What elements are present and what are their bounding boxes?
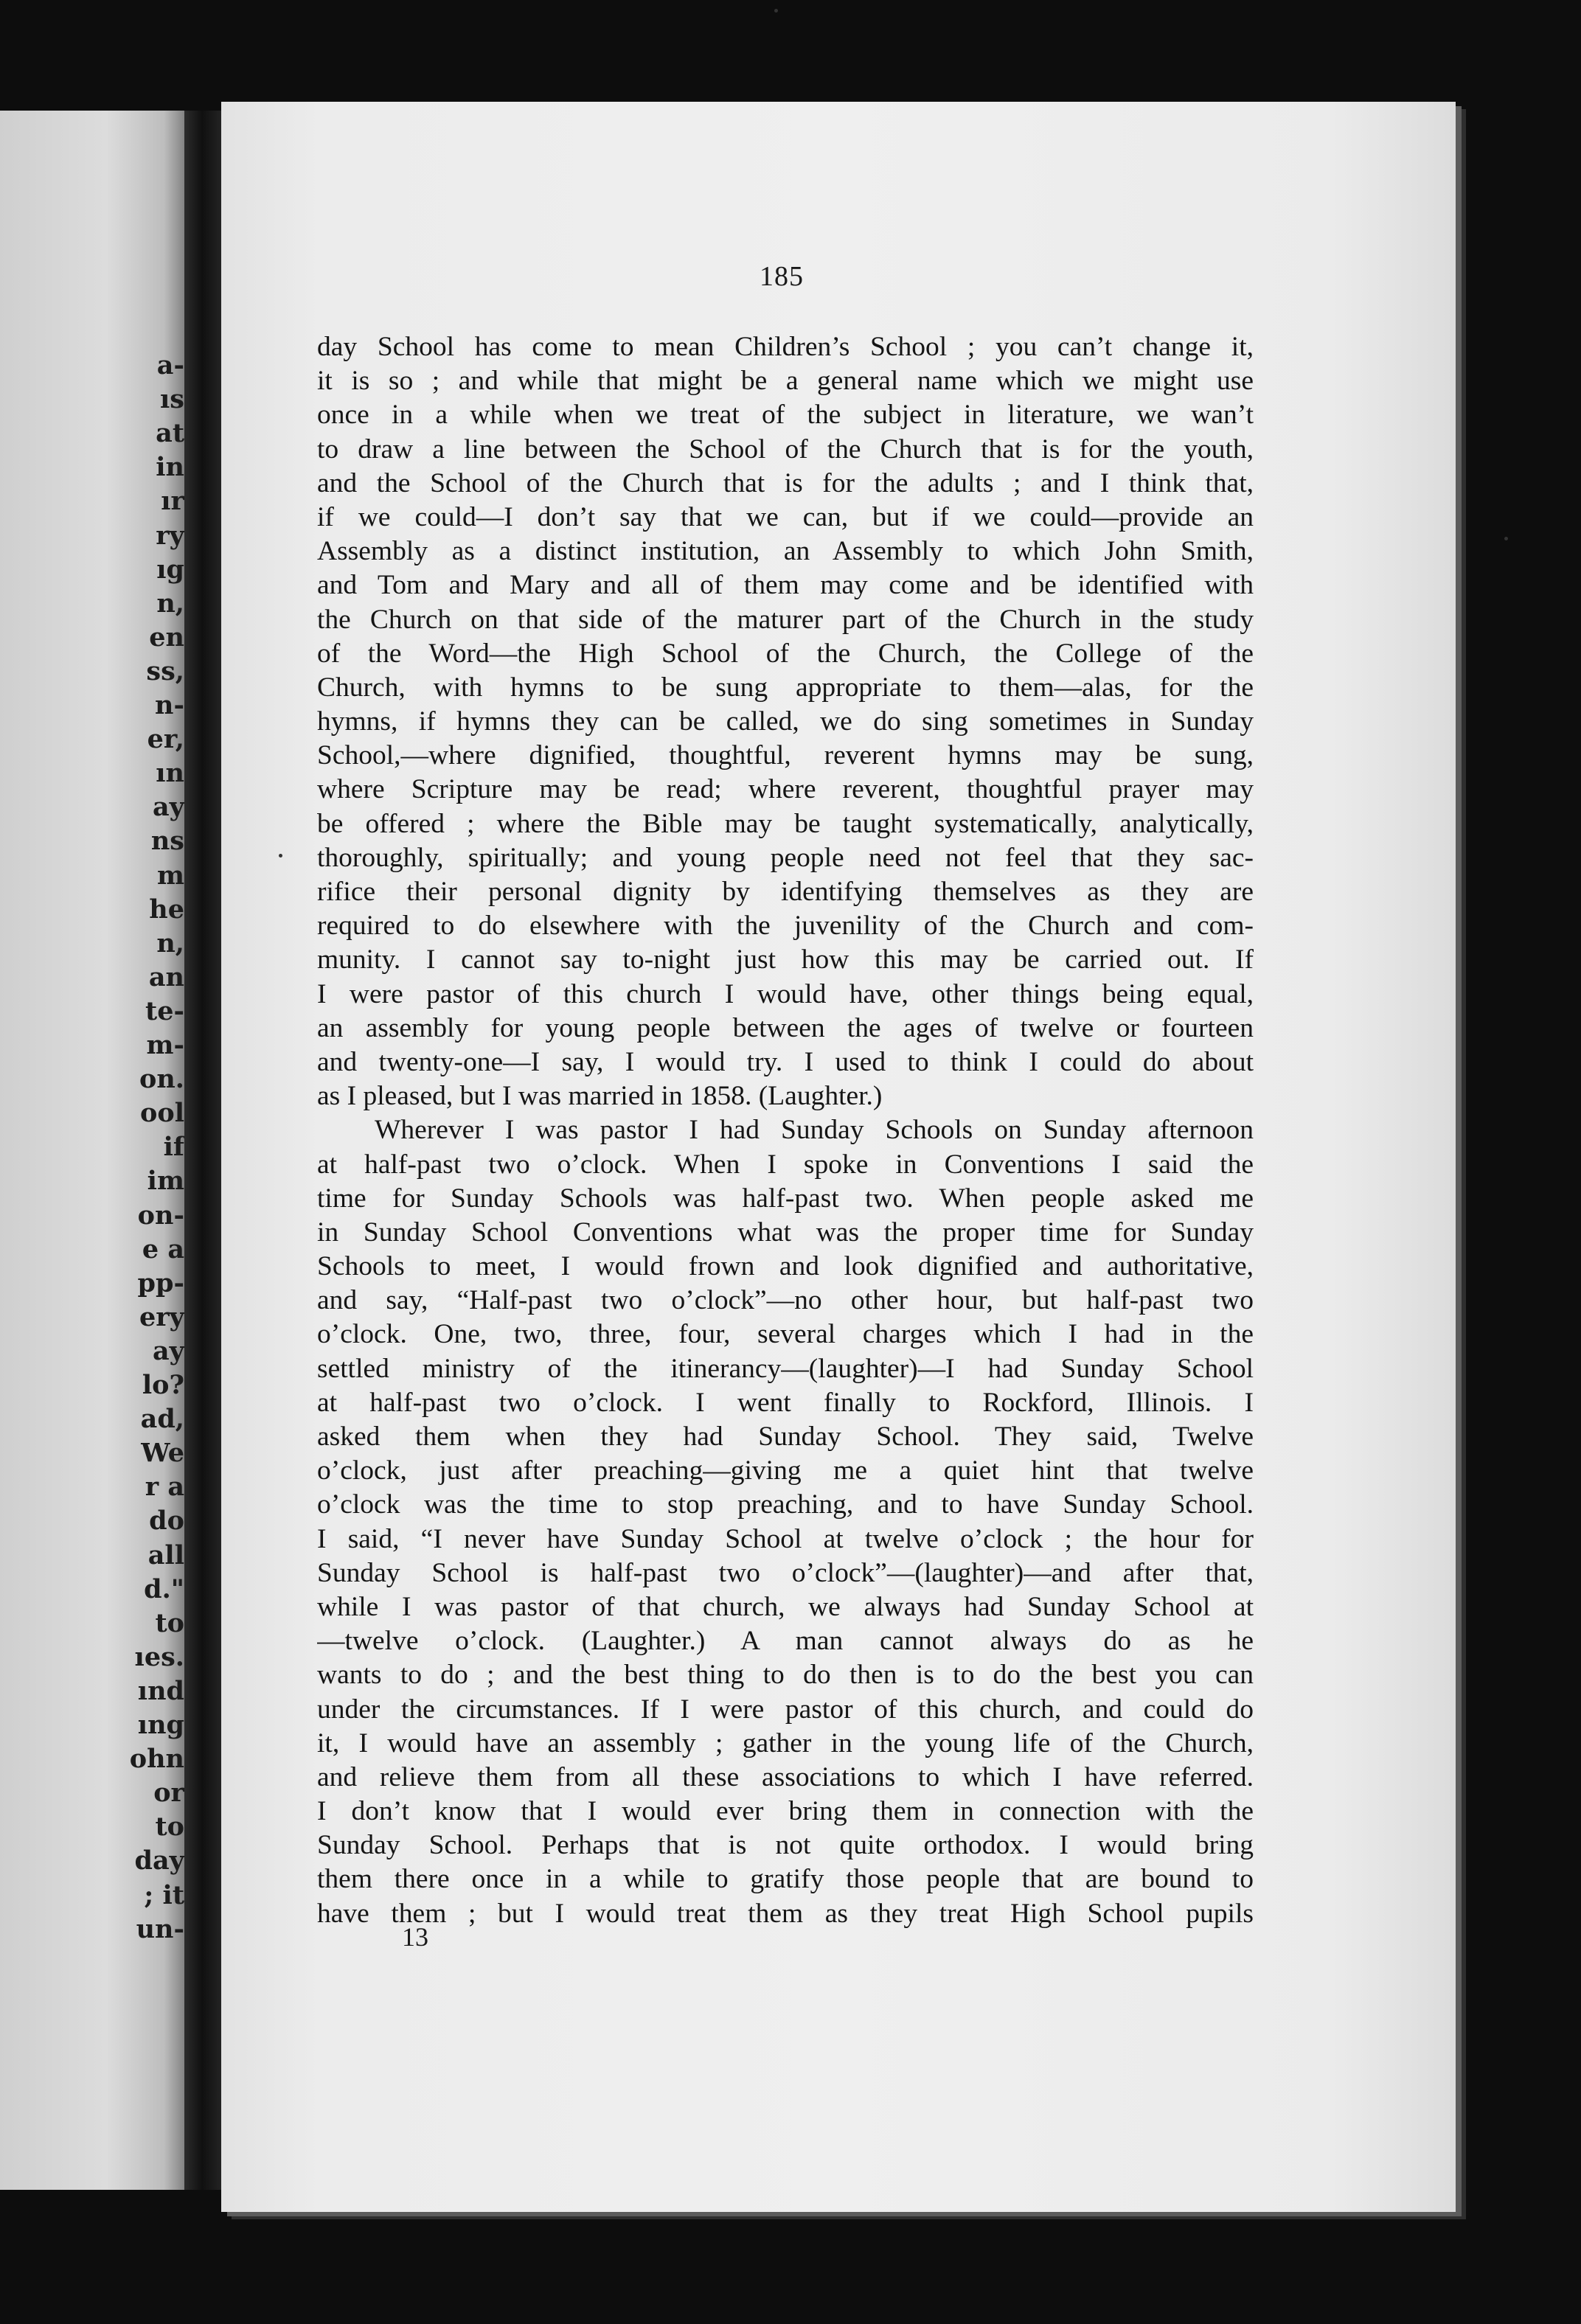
text-line: and the School of the Church that is for the adults ; and I think that,: [317, 467, 1254, 498]
text-line: rifice their personal dignity by identifying themselves as they are: [317, 877, 1254, 907]
text-line: and Tom and Mary and all of them may come and be identified with: [317, 570, 1254, 601]
left-page-fragment: a-: [156, 350, 184, 380]
page-body-text: [317, 330, 1254, 1931]
previous-page-edge: [0, 111, 193, 2190]
left-page-fragment: ad,: [140, 1404, 184, 1435]
left-page-fragment: ery: [139, 1301, 184, 1332]
text-line: it is so ; and while that might be a general name which we might use: [317, 366, 1254, 397]
text-line: settled ministry of the itinerancy—(laughter)—I had Sunday School: [317, 1353, 1254, 1384]
text-line: Church, with hymns to be sung appropriate to them—alas, for the: [317, 672, 1254, 703]
left-page-fragment: en: [149, 622, 184, 653]
text-line: in Sunday School Conventions what was the proper time for Sunday: [317, 1217, 1254, 1248]
ink-speck: [1504, 537, 1508, 540]
left-page-fragment: er,: [147, 724, 184, 755]
text-line: wants to do ; and the best thing to do then is to do the best you can: [317, 1660, 1254, 1691]
left-page-fragment: ; it: [144, 1879, 184, 1910]
left-page-fragment: lo?: [142, 1370, 184, 1400]
left-page-fragment: pp-: [137, 1267, 184, 1298]
text-line: under the circumstances. If I were pastor of this church, and could do: [317, 1694, 1254, 1725]
text-line: at half-past two o’clock. When I spoke in Conventions I said the: [317, 1149, 1254, 1180]
text-line: where Scripture may be read; where reverent, thoughtful prayer may: [317, 774, 1254, 805]
left-page-fragment: if: [163, 1132, 184, 1163]
left-page-fragment: ool: [140, 1098, 184, 1129]
left-page-fragment: r a: [145, 1472, 184, 1503]
text-line: an assembly for young people between the ages of twelve or fourteen: [317, 1012, 1254, 1043]
left-page-fragment: ay: [152, 1335, 184, 1366]
left-page-fragment: to: [155, 1812, 184, 1843]
left-page-fragment: on-: [137, 1200, 184, 1231]
text-line: o’clock. One, two, three, four, several charges which I had in the: [317, 1319, 1254, 1350]
signature-mark: 13: [402, 1922, 428, 1952]
left-page-fragment: ay: [152, 792, 184, 823]
left-page-fragment: ıng: [137, 1710, 184, 1740]
text-line: Sunday School is half-past two o’clock”—(laughter)—and after that,: [317, 1557, 1254, 1588]
text-line: thoroughly, spiritually; and young people need not feel that they sac-: [317, 842, 1254, 873]
text-line: it, I would have an assembly ; gather in the young life of the Church,: [317, 1728, 1254, 1758]
left-page-fragment: ır: [161, 486, 184, 517]
left-page-fragment: day: [134, 1845, 184, 1876]
page-number: 185: [760, 261, 804, 292]
left-page-fragment: m: [156, 860, 184, 891]
text-line: as I pleased, but I was married in 1858. (Laughter.): [317, 1081, 883, 1112]
left-page-fragment: e a: [142, 1234, 184, 1264]
text-line: and twenty-one—I say, I would try. I used to think I could do about: [317, 1046, 1254, 1077]
text-line: have them ; but I would treat them as they treat High School pupils: [317, 1898, 1254, 1929]
text-line: I don’t know that I would ever bring them in connection with the: [317, 1796, 1254, 1827]
text-line: Wherever I was pastor I had Sunday Schools on Sunday afternoon: [375, 1115, 1254, 1146]
text-line: if we could—I don’t say that we can, but if we could—provide an: [317, 501, 1254, 532]
left-page-fragment: ın: [156, 758, 184, 789]
left-page-fragment: at: [156, 418, 184, 449]
left-page-fragment: in: [156, 452, 184, 483]
text-line: and say, “Half-past two o’clock”—no other hour, but half-past two: [317, 1285, 1254, 1316]
left-page-fragment: d.": [144, 1573, 184, 1604]
left-page-fragment: We: [141, 1438, 184, 1469]
text-line: munity. I cannot say to-night just how this may be carried out. If: [317, 944, 1254, 975]
ink-speck: [774, 9, 778, 13]
text-line: required to do elsewhere with the juvenility of the Church and com-: [317, 911, 1254, 942]
left-page-fragment: ıes.: [134, 1641, 184, 1672]
text-line: I were pastor of this church I would have, other things being equal,: [317, 978, 1254, 1009]
text-line: hymns, if hymns they can be called, we do sing sometimes in Sunday: [317, 706, 1254, 737]
text-line: I said, “I never have Sunday School at twelve o’clock ; the hour for: [317, 1523, 1254, 1554]
text-line: time for Sunday Schools was half-past two. When people asked me: [317, 1183, 1254, 1214]
text-line: be offered ; where the Bible may be taught systematically, analytically,: [317, 808, 1254, 839]
left-page-fragment: ns: [150, 826, 184, 857]
text-line: day School has come to mean Children’s School ; you can’t change it,: [317, 332, 1254, 362]
left-page-fragment: ohn: [129, 1744, 184, 1775]
ink-speck: [279, 854, 282, 857]
left-page-fragment: n,: [156, 928, 184, 959]
left-page-fragment: all: [147, 1540, 184, 1570]
left-page-fragment: im: [147, 1166, 184, 1197]
left-page-fragment: ss,: [146, 655, 184, 686]
left-page-fragment: ry: [156, 520, 184, 551]
left-page-fragment: ıg: [156, 554, 184, 585]
left-page-fragment: m-: [146, 1030, 184, 1060]
left-page-fragment: ınd: [137, 1675, 184, 1706]
left-page-fragment: he: [149, 894, 184, 925]
left-page-fragment: to: [155, 1607, 184, 1638]
left-page-fragment: or: [153, 1778, 184, 1809]
left-page-fragment: an: [148, 961, 184, 992]
text-line: of the Word—the High School of the Church, the College of the: [317, 638, 1254, 669]
left-page-fragment: n,: [156, 588, 184, 619]
left-page-fragment: do: [149, 1506, 184, 1537]
text-line: to draw a line between the School of the Church that is for the youth,: [317, 434, 1254, 465]
left-page-fragment: te-: [145, 995, 184, 1026]
text-line: at half-past two o’clock. I went finally to Rockford, Illinois. I: [317, 1387, 1254, 1418]
left-page-fragment: un-: [136, 1913, 184, 1944]
text-line: o’clock was the time to stop preaching, and to have Sunday School.: [317, 1489, 1254, 1520]
text-line: Sunday School. Perhaps that is not quite orthodox. I would bring: [317, 1830, 1254, 1861]
left-page-fragment: n-: [155, 690, 184, 720]
text-line: while I was pastor of that church, we always had Sunday School at: [317, 1591, 1254, 1622]
text-line: them there once in a while to gratify those people that are bound to: [317, 1864, 1254, 1895]
text-line: Schools to meet, I would frown and look dignified and authoritative,: [317, 1251, 1254, 1282]
text-line: School,—where dignified, thoughtful, reverent hymns may be sung,: [317, 740, 1254, 771]
text-line: and relieve them from all these associations to which I have referred.: [317, 1761, 1254, 1792]
left-page-fragment: ıs: [159, 384, 184, 415]
text-line: o’clock, just after preaching—giving me a quiet hint that twelve: [317, 1455, 1254, 1486]
text-line: once in a while when we treat of the subject in literature, we wan’t: [317, 400, 1254, 431]
text-line: asked them when they had Sunday School. They said, Twelve: [317, 1422, 1254, 1452]
text-line: —twelve o’clock. (Laughter.) A man cannot always do as he: [317, 1626, 1254, 1657]
text-line: the Church on that side of the maturer part of the Church in the study: [317, 604, 1254, 635]
left-page-fragment: on.: [139, 1064, 184, 1095]
text-line: Assembly as a distinct institution, an Assembly to which John Smith,: [317, 536, 1254, 567]
